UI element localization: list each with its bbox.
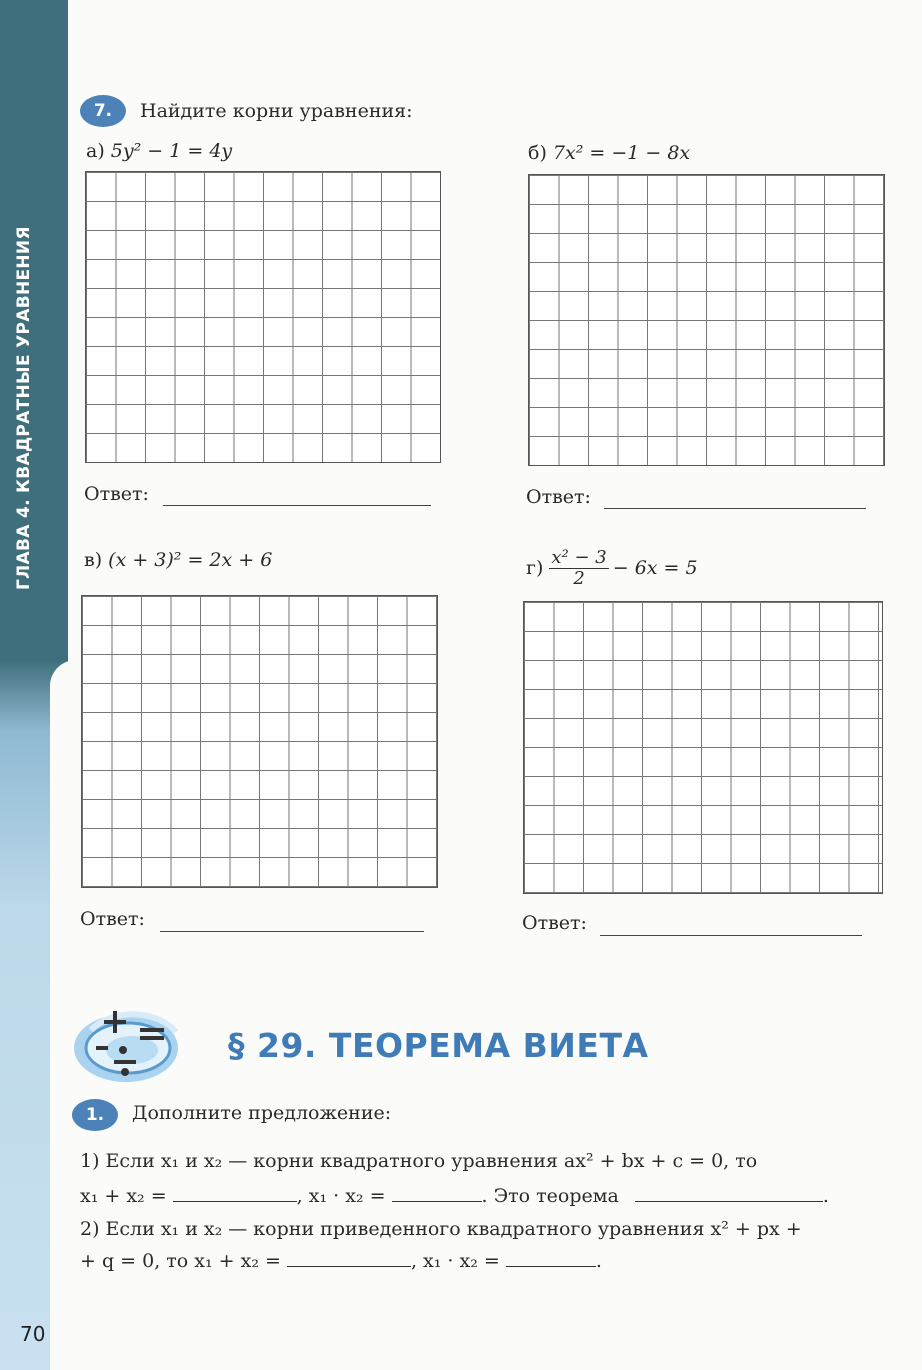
part-c-answer-label: Ответ: bbox=[80, 908, 145, 930]
part-d-fraction bbox=[549, 548, 608, 589]
part-d-fraction-numerator: x² − 3 bbox=[551, 547, 607, 568]
part-d-equation-rest: − 6x = 5 bbox=[612, 557, 698, 580]
task-1-line-4-sum: + q = 0, то x₁ + x₂ = bbox=[80, 1250, 281, 1272]
task-1-line-2-sum: x₁ + x₂ = bbox=[80, 1185, 167, 1207]
task-1-badge: 1. bbox=[72, 1099, 118, 1131]
part-d-answer-line[interactable] bbox=[600, 935, 862, 936]
part-d-label: г) bbox=[526, 557, 544, 580]
task-1-line-2-theorem: . Это теорема bbox=[481, 1185, 619, 1207]
grid-part-a[interactable] bbox=[85, 171, 441, 463]
part-b-answer-label: Ответ: bbox=[526, 486, 591, 508]
product-of-roots-blank[interactable] bbox=[392, 1187, 482, 1202]
part-c-label: в) bbox=[84, 549, 103, 571]
grid-part-d[interactable] bbox=[523, 601, 883, 894]
part-b-heading bbox=[528, 142, 690, 164]
part-d-heading bbox=[526, 548, 698, 589]
part-b-answer-line[interactable] bbox=[604, 508, 866, 509]
part-c-equation: (x + 3)² = 2x + 6 bbox=[108, 549, 273, 571]
part-b-equation: 7x² = −1 − 8x bbox=[552, 142, 691, 164]
theorem-name-blank[interactable] bbox=[635, 1187, 823, 1202]
task-1-line-2: x₁ + x₂ = , x₁ · x₂ = . Это теорема . bbox=[80, 1185, 829, 1207]
part-b-label: б) bbox=[528, 142, 547, 164]
task-1-title: Дополните предложение: bbox=[132, 1102, 392, 1124]
chapter-label: ГЛАВА 4. КВАДРАТНЫЕ УРАВНЕНИЯ bbox=[14, 226, 34, 590]
plus-minus-equals-emblem-icon bbox=[66, 1000, 206, 1088]
part-a-equation: 5y² − 1 = 4y bbox=[110, 140, 233, 162]
task-1-line-2-product: , x₁ · x₂ = bbox=[296, 1185, 386, 1207]
task-7-badge: 7. bbox=[80, 95, 126, 127]
part-a-heading bbox=[86, 140, 232, 162]
part-d-fraction-denominator: 2 bbox=[573, 567, 585, 589]
sum-of-roots-blank[interactable] bbox=[173, 1187, 297, 1202]
task-1-line-3: 2) Если x₁ и x₂ — корни приведенного квадратного уравнения x² + px + bbox=[80, 1218, 802, 1240]
part-c-answer-line[interactable] bbox=[160, 931, 424, 932]
reduced-product-blank[interactable] bbox=[506, 1252, 596, 1267]
reduced-sum-blank[interactable] bbox=[287, 1252, 411, 1267]
grid-part-b[interactable] bbox=[528, 174, 885, 466]
part-d-answer-label: Ответ: bbox=[522, 912, 587, 934]
section-title: § 29. ТЕОРЕМА ВИЕТА bbox=[228, 1026, 649, 1065]
page-number: 70 bbox=[20, 1322, 46, 1346]
part-a-answer-line[interactable] bbox=[163, 505, 431, 506]
task-1-line-4: + q = 0, то x₁ + x₂ = , x₁ · x₂ = . bbox=[80, 1250, 602, 1272]
part-a-label: а) bbox=[86, 140, 105, 162]
part-c-heading bbox=[84, 549, 272, 571]
part-a-answer-label: Ответ: bbox=[84, 483, 149, 505]
grid-part-c[interactable] bbox=[81, 595, 438, 888]
task-7-title: Найдите корни уравнения: bbox=[140, 100, 413, 122]
task-1-line-1: 1) Если x₁ и x₂ — корни квадратного уравнения ax² + bx + c = 0, то bbox=[80, 1150, 758, 1172]
task-1-line-4-product: , x₁ · x₂ = bbox=[410, 1250, 500, 1272]
